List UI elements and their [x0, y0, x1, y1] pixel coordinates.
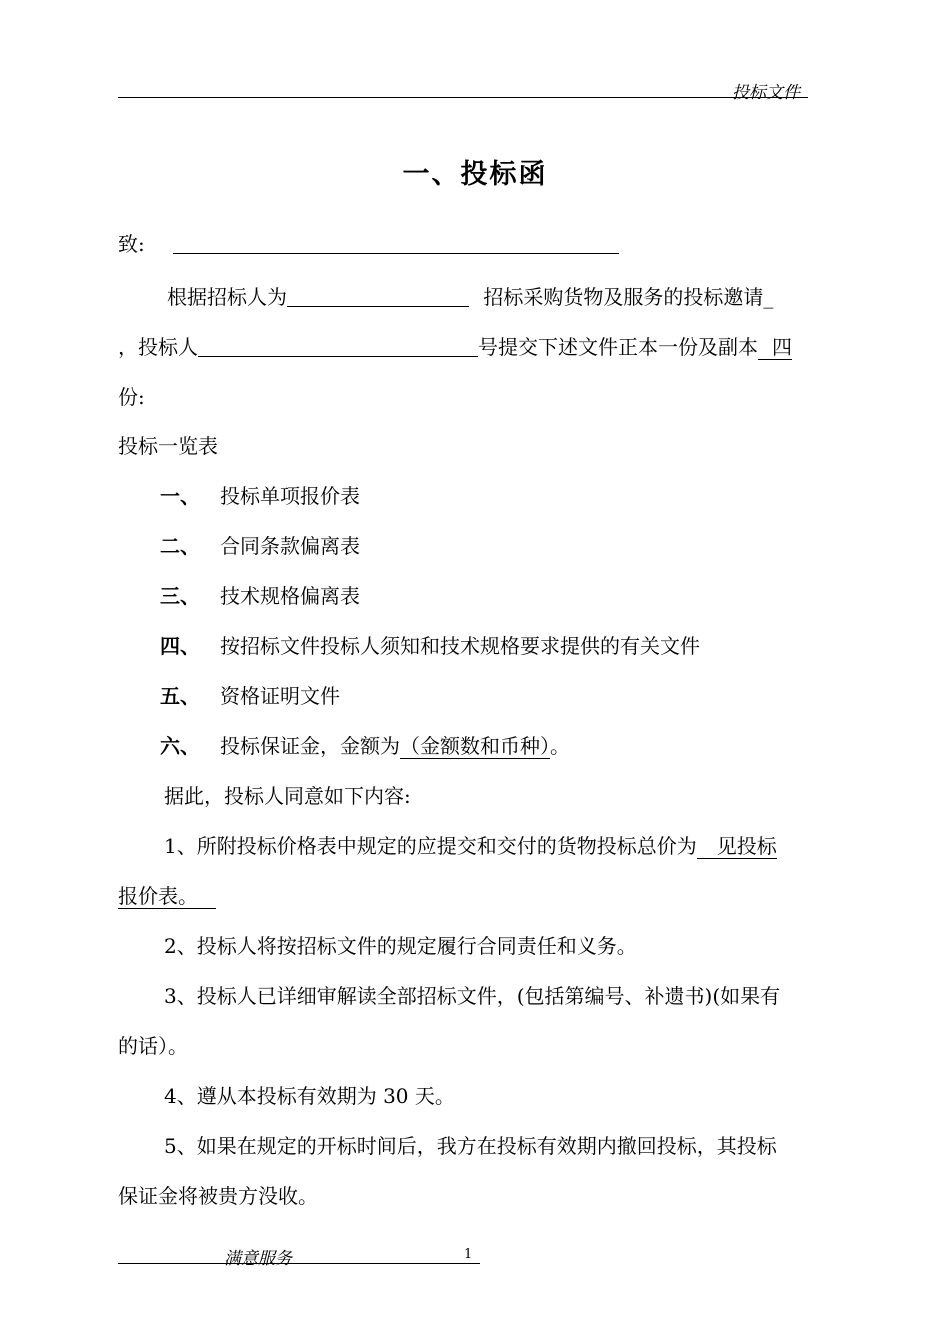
to-line	[118, 230, 619, 258]
clause-5-cont: 保证金将被贵方没收。	[118, 1184, 318, 1208]
clause-1-price-cont: 报价表。	[118, 884, 216, 909]
list-item-num: 二、	[160, 534, 200, 558]
page-number: 1	[464, 1247, 473, 1262]
list-title: 投标一览表	[118, 434, 218, 458]
footer-rule	[118, 1263, 480, 1264]
list-item-num: 六、	[160, 734, 200, 758]
clause-1	[164, 832, 777, 860]
list-item-num: 四、	[160, 634, 200, 658]
list-item-text: 技术规格偏离表	[220, 584, 360, 608]
clause-2: 2、投标人将按招标文件的规定履行合同责任和义务。	[164, 934, 637, 958]
list-item-num: 五、	[160, 684, 200, 708]
list-item-text: 合同条款偏离表	[220, 534, 360, 558]
to-blank	[173, 231, 619, 254]
to-label: 致:	[118, 232, 145, 256]
clause-1-cont	[118, 882, 216, 910]
list-item	[160, 582, 360, 610]
intro-mid: 招标采购货物及服务的投标邀请	[483, 285, 764, 309]
intro-end: _	[763, 285, 774, 309]
header-rule	[118, 97, 808, 98]
list-item-text: 资格证明文件	[220, 684, 340, 708]
copies-count: 四	[758, 335, 792, 360]
list-item	[160, 732, 570, 760]
list-item-text-end: 。	[550, 734, 570, 758]
list-item	[160, 632, 700, 660]
agree-line: 据此，投标人同意如下内容:	[164, 784, 411, 808]
intro-pre: 根据招标人为	[167, 285, 287, 309]
clause-3-cont: 的话）。	[118, 1034, 188, 1058]
clause-1-price: 见投标	[696, 834, 777, 858]
deposit-amount-blank: （金额数和币种）	[400, 734, 550, 758]
intro-line2-pre: ，投标人	[118, 335, 198, 359]
list-item-num: 三、	[160, 584, 200, 608]
list-item-text: 投标单项报价表	[220, 484, 360, 508]
clause-4: 4、遵从本投标有效期为 30 天。	[164, 1084, 455, 1108]
intro-line2-mid: 号提交下述文件正本一份及副本	[478, 335, 758, 359]
intro-blank-1	[287, 284, 469, 307]
list-item	[160, 532, 360, 560]
intro-blank-2	[198, 334, 478, 357]
list-item-text: 投标保证金，金额为	[220, 734, 400, 758]
list-item	[160, 482, 360, 510]
footer-text: 满意服务	[224, 1249, 292, 1269]
list-item-text: 按招标文件投标人须知和技术规格要求提供的有关文件	[220, 634, 700, 658]
clause-1-text: 1、所附投标价格表中规定的应提交和交付的货物投标总价为	[164, 834, 697, 858]
page-title: 一、投标函	[402, 159, 548, 190]
clause-5: 5、如果在规定的开标时间后，我方在投标有效期内撤回投标，其投标	[164, 1134, 777, 1158]
header-title: 投标文件	[732, 83, 800, 103]
list-item-num: 一、	[160, 484, 200, 508]
list-item	[160, 682, 340, 710]
intro-line-3: 份:	[118, 385, 145, 409]
clause-3: 3、投标人已详细审解读全部招标文件，(包括第编号、补遗书)(如果有	[164, 984, 781, 1008]
intro-line-2	[118, 333, 792, 361]
intro-line-1	[167, 283, 773, 311]
